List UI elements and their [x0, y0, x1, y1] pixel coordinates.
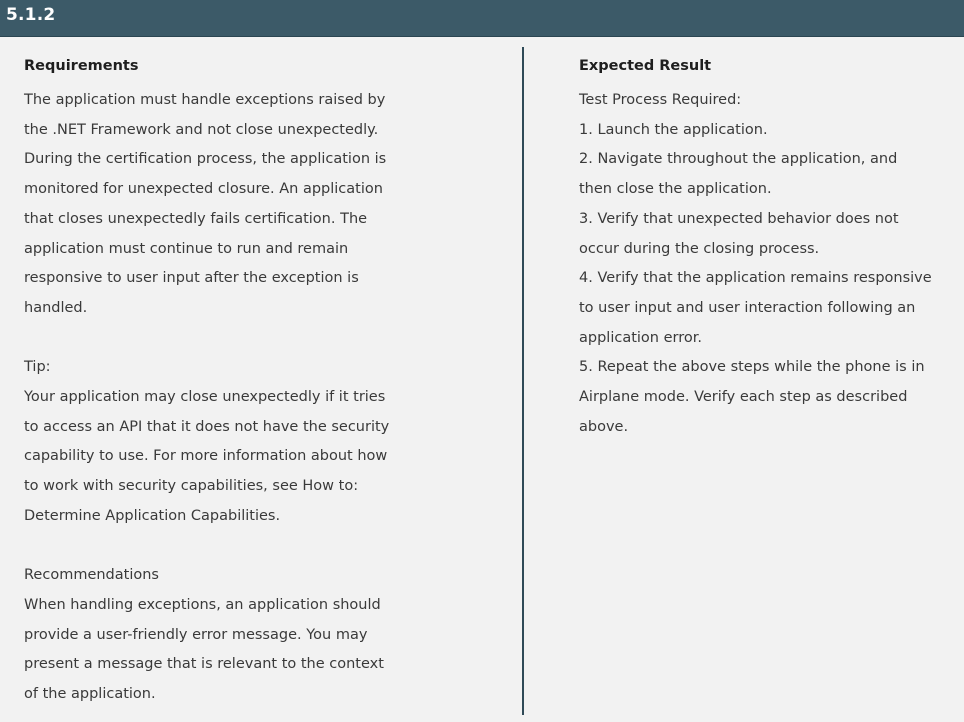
expected-result-heading: Expected Result: [579, 58, 712, 74]
expected-result-line: 4. Verify that the application remains responsive: [579, 270, 932, 287]
tip-line: to work with security capabilities, see How to:: [24, 478, 359, 495]
column-divider: [522, 47, 524, 715]
requirements-line: monitored for unexpected closure. An application: [24, 181, 383, 198]
requirements-column: [24, 56, 404, 710]
requirements-line: application must continue to run and remain: [24, 240, 349, 257]
expected-result-column: [579, 56, 949, 442]
expected-result-line: Airplane mode. Verify each step as described: [579, 389, 908, 406]
section-header-bar: [0, 0, 964, 37]
expected-result-line: 2. Navigate throughout the application, and: [579, 151, 898, 168]
recommendations-block: [24, 561, 404, 710]
spacer: [24, 324, 404, 354]
recommendations-line: provide a user-friendly error message. You may: [24, 626, 368, 643]
recommendations-label: Recommendations: [24, 567, 159, 584]
expected-result-line: application error.: [579, 329, 702, 346]
tip-label: Tip:: [24, 359, 51, 376]
requirements-body: [24, 86, 404, 324]
expected-result-body: [579, 86, 949, 442]
requirements-line: the .NET Framework and not close unexpectedly.: [24, 121, 379, 138]
requirements-line: The application must handle exceptions raised by: [24, 92, 386, 108]
recommendations-line: When handling exceptions, an application should: [24, 596, 381, 613]
expected-result-line: above.: [579, 418, 629, 435]
recommendations-line: present a message that is relevant to the context: [24, 656, 384, 673]
requirements-heading: Requirements: [24, 58, 139, 74]
expected-result-line: occur during the closing process.: [579, 240, 820, 257]
requirements-line: responsive to user input after the exception is: [24, 270, 359, 287]
expected-result-line: 3. Verify that unexpected behavior does not: [579, 210, 899, 227]
expected-result-line: Test Process Required:: [579, 92, 742, 108]
section-number: 5.1.2: [6, 5, 56, 25]
tip-block: [24, 353, 404, 531]
spacer: [24, 532, 404, 562]
recommendations-line: of the application.: [24, 686, 156, 703]
expected-result-line: 1. Launch the application.: [579, 121, 768, 138]
tip-line: Your application may close unexpectedly if it tries: [24, 389, 386, 406]
tip-line: Determine Application Capabilities.: [24, 507, 281, 524]
expected-result-line: then close the application.: [579, 181, 772, 198]
requirements-line: handled.: [24, 299, 88, 316]
tip-line: to access an API that it does not have the security: [24, 418, 390, 435]
tip-line: capability to use. For more information about how: [24, 448, 388, 465]
requirements-line: During the certification process, the application is: [24, 151, 387, 168]
requirements-line: that closes unexpectedly fails certification. The: [24, 210, 368, 227]
expected-result-line: to user input and user interaction following an: [579, 299, 916, 316]
expected-result-line: 5. Repeat the above steps while the phone is in: [579, 359, 925, 376]
